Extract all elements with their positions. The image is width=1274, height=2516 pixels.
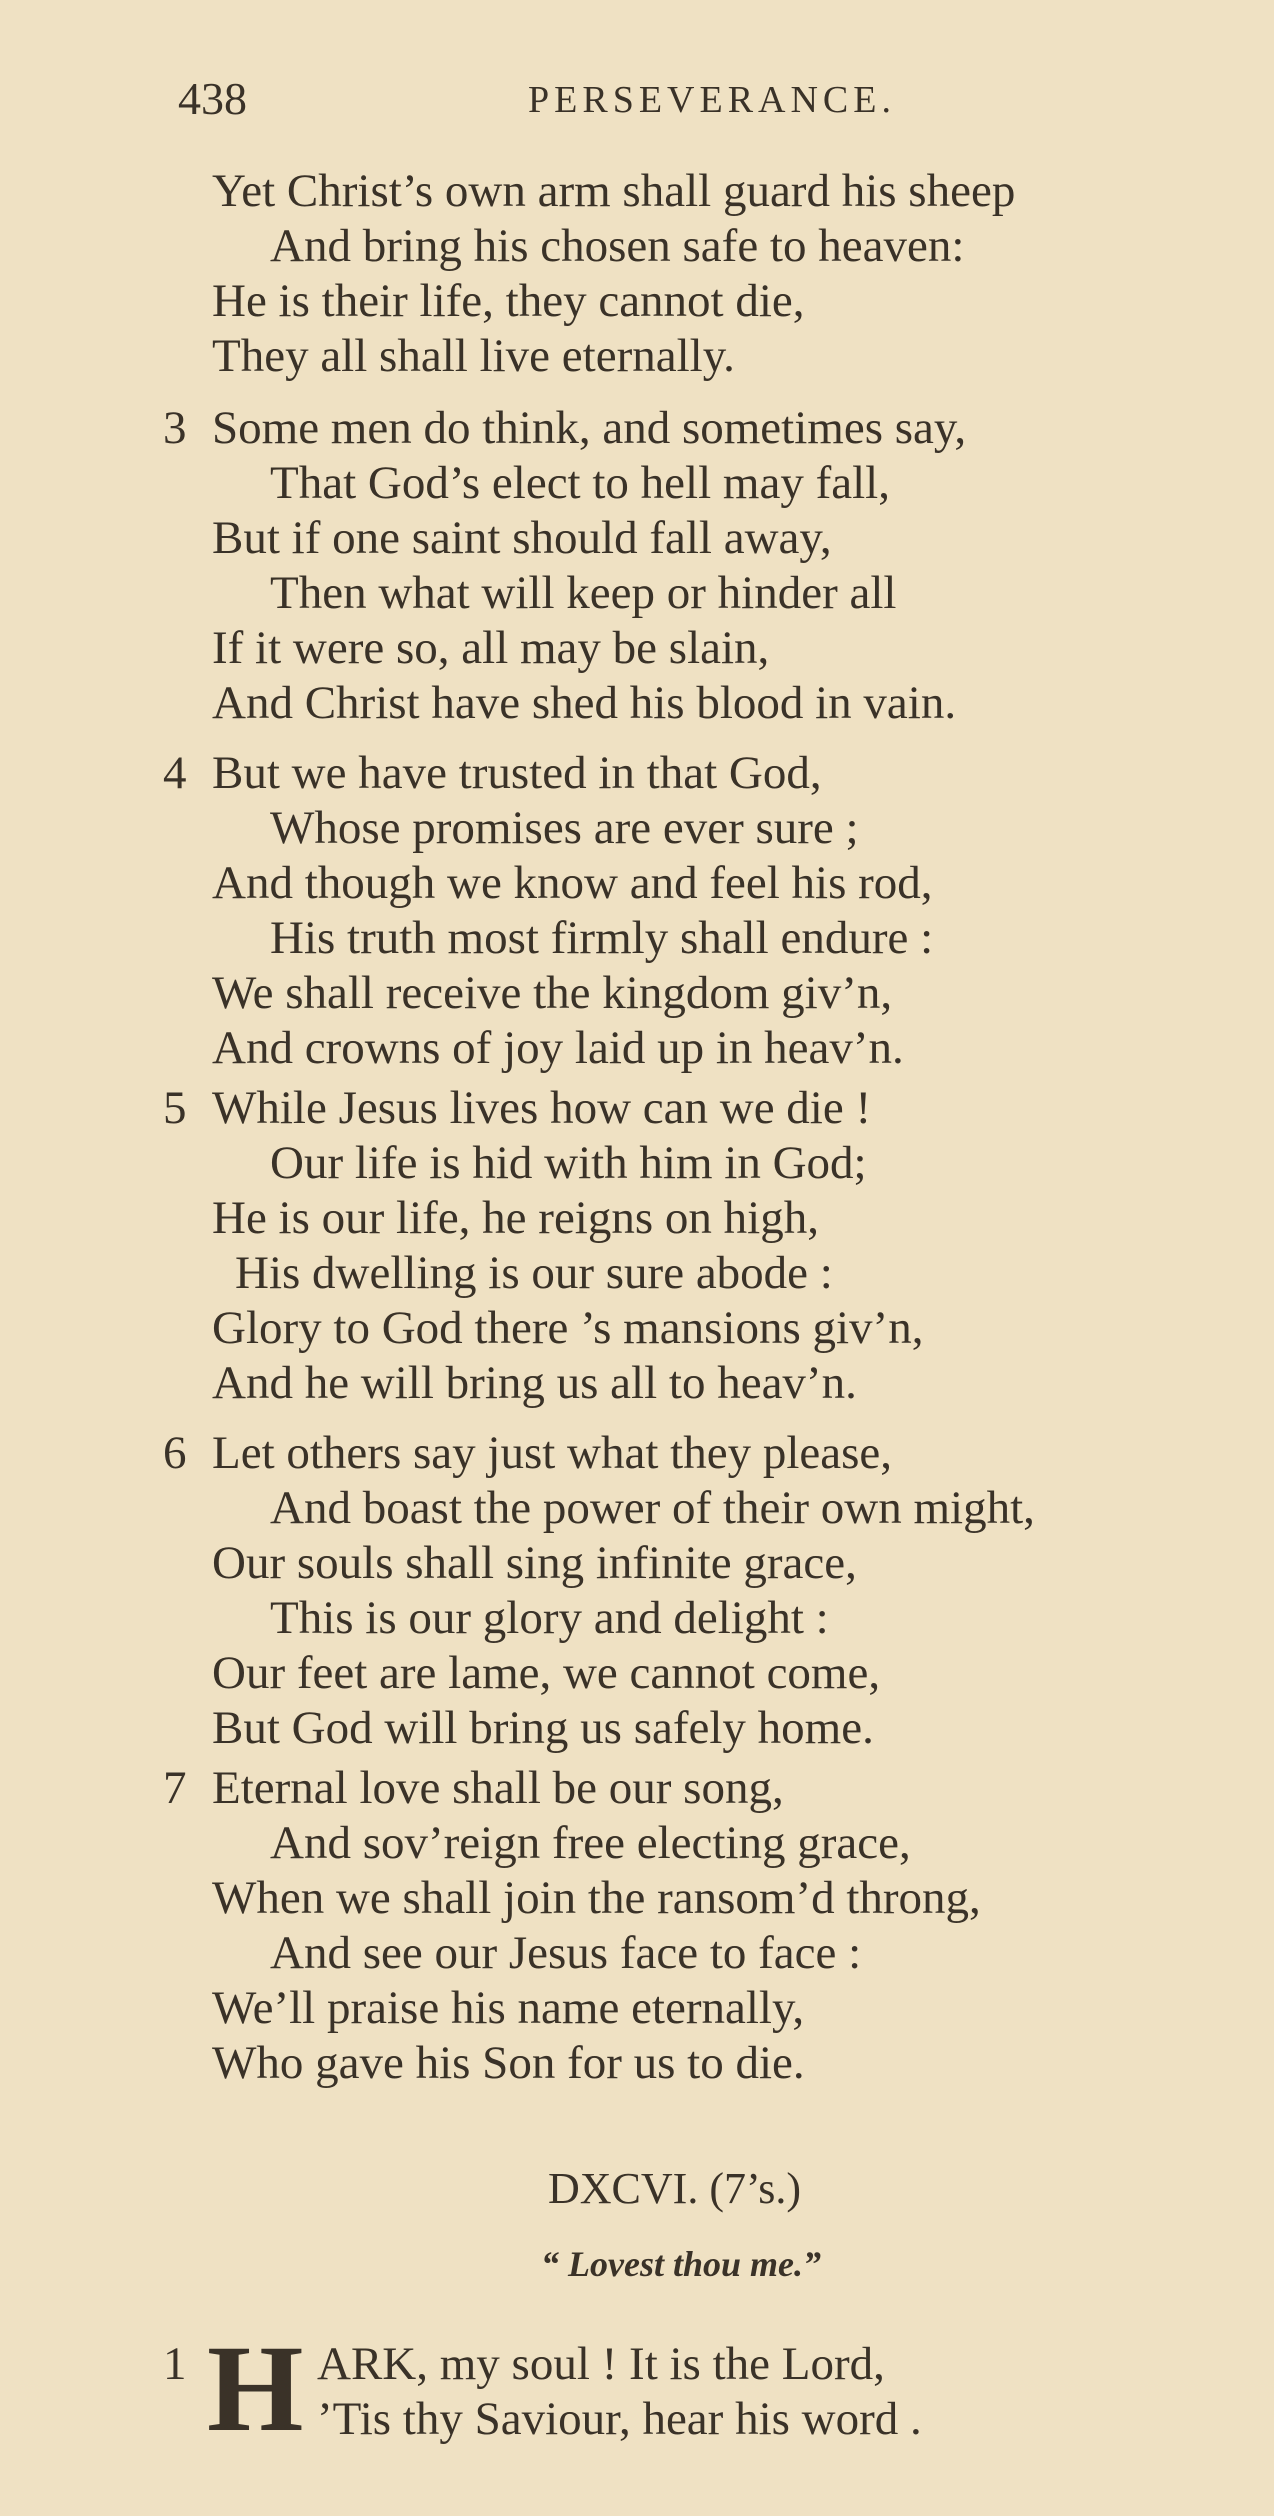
drop-cap: H — [207, 2320, 304, 2457]
verse-line: But we have trusted in that God, — [212, 747, 822, 799]
verse-line: And though we know and feel his rod, — [212, 857, 933, 909]
verse-line: His dwelling is our sure abode : — [235, 1247, 833, 1299]
verse-line: If it were so, all may be slain, — [212, 622, 770, 674]
stanza-number: 5 — [163, 1082, 187, 1134]
verse-line: And Christ have shed his blood in vain. — [212, 677, 957, 729]
stanza-number: 4 — [163, 747, 187, 799]
verse-line: And see our Jesus face to face : — [270, 1927, 862, 1979]
verse-line: ’Tis thy Saviour, hear his word . — [317, 2393, 922, 2445]
verse-line: Let others say just what they please, — [212, 1427, 893, 1479]
verse-line: And bring his chosen safe to heaven: — [270, 220, 965, 272]
stanza-number: 7 — [163, 1762, 187, 1814]
verse-line: Eternal love shall be our song, — [212, 1762, 784, 1814]
verse-line: Our life is hid with him in God; — [270, 1137, 867, 1189]
hymn-epigraph: “ Lovest thou me.” — [541, 2244, 821, 2284]
verse-line: While Jesus lives how can we die ! — [212, 1082, 872, 1134]
stanza-number: 3 — [163, 402, 187, 454]
verse-line: And crowns of joy laid up in heav’n. — [212, 1022, 904, 1074]
verse-line: And he will bring us all to heav’n. — [212, 1357, 857, 1409]
verse-line: Then what will keep or hinder all — [270, 567, 897, 619]
verse-line: ARK, my soul ! It is the Lord, — [317, 2338, 885, 2390]
verse-line: He is their life, they cannot die, — [212, 275, 805, 327]
verse-line: They all shall live eternally. — [212, 330, 735, 382]
verse-line: He is our life, he reigns on high, — [212, 1192, 819, 1244]
verse-line: Whose promises are ever sure ; — [270, 802, 859, 854]
verse-line: This is our glory and delight : — [270, 1592, 829, 1644]
verse-line: Yet Christ’s own arm shall guard his sheep — [212, 165, 1016, 217]
verse-line: Our souls shall sing infinite grace, — [212, 1537, 857, 1589]
verse-line: Glory to God there ’s mansions giv’n, — [212, 1302, 924, 1354]
verse-line: Who gave his Son for us to die. — [212, 2037, 805, 2089]
page-header — [0, 72, 1274, 132]
verse-line: His truth most firmly shall endure : — [270, 912, 934, 964]
verse-line: And sov’reign free electing grace, — [270, 1817, 911, 1869]
verse-line: And boast the power of their own might, — [270, 1482, 1035, 1534]
page-number: 438 — [178, 73, 247, 124]
verse-line: Our feet are lame, we cannot come, — [212, 1647, 881, 1699]
verse-line: We’ll praise his name eternally, — [212, 1982, 805, 2034]
verse-line: Some men do think, and sometimes say, — [212, 402, 967, 454]
stanza-number: 1 — [163, 2338, 187, 2390]
verse-line: But if one saint should fall away, — [212, 512, 832, 564]
verse-line: When we shall join the ransom’d throng, — [212, 1872, 981, 1924]
stanza-number: 6 — [163, 1427, 187, 1479]
verse-line: But God will bring us safely home. — [212, 1702, 874, 1754]
hymn-title: DXCVI. (7’s.) — [548, 2164, 801, 2213]
verse-line: We shall receive the kingdom giv’n, — [212, 967, 893, 1019]
running-title: PERSEVERANCE. — [528, 79, 896, 121]
verse-line: That God’s elect to hell may fall, — [270, 457, 890, 509]
